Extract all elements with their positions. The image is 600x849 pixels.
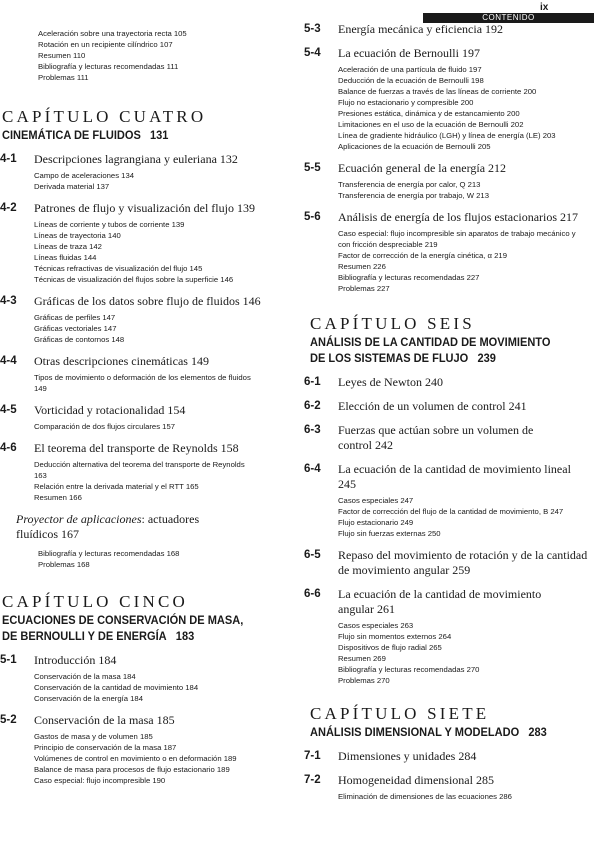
toc-section[interactable]: 4-3 Gráficas de los datos sobre flujo de fluidos 146 Gráficas de perfiles 147 Gráficas vectoriales 147 Gráficas de contornos 148 bbox=[0, 294, 298, 345]
chapter6-sections bbox=[304, 375, 600, 686]
toc-section[interactable]: 6-1 Leyes de Newton 240 bbox=[304, 375, 443, 389]
left-column bbox=[0, 0, 298, 786]
right-column bbox=[304, 0, 600, 802]
toc-section[interactable]: 4-4 Otras descripciones cinemáticas 149 Tipos de movimiento o deformación de los elementos de fluidos 149 bbox=[0, 354, 298, 394]
toc-entry[interactable]: Tipos de movimiento o deformación de los elementos de fluidos 149 bbox=[34, 373, 251, 393]
running-head: CONTENIDO bbox=[423, 13, 594, 23]
toc-section[interactable]: 7-2 Homogeneidad dimensional 285 Eliminación de dimensiones de las ecuaciones 286 bbox=[304, 773, 600, 802]
toc-entry[interactable]: Líneas fluidas 144 bbox=[34, 253, 97, 262]
chapter-label: CAPÍTULO CUATRO bbox=[2, 107, 207, 126]
chapter7-heading bbox=[310, 704, 600, 740]
chapter5-continued bbox=[304, 22, 600, 294]
toc-entry[interactable]: Líneas de corriente y tubos de corriente 139 bbox=[34, 220, 185, 229]
toc-entry[interactable]: Problemas 111 bbox=[38, 73, 89, 82]
toc-entry[interactable]: Factor de corrección de la energía cinética, α 219 bbox=[338, 251, 507, 260]
toc-entry[interactable]: Conservación de la energía 184 bbox=[34, 694, 143, 703]
toc-entry[interactable]: Casos especiales 247 bbox=[338, 496, 414, 505]
toc-section[interactable]: 6-3 Fuerzas que actúan sobre un volumen de control 242 bbox=[304, 423, 534, 452]
toc-entry[interactable]: Campo de aceleraciones 134 bbox=[34, 171, 135, 180]
toc-entry[interactable]: Caso especial: flujo incompresible sin aparatos de trabajo mecánico y con fricción despreciable 219 bbox=[338, 229, 576, 249]
toc-entry[interactable]: Flujo sin fuerzas externas 250 bbox=[338, 529, 441, 538]
chapter-label: CAPÍTULO SEIS bbox=[310, 314, 475, 333]
toc-section[interactable]: 6-5 Repaso del movimiento de rotación y de la cantidad de movimiento angular 259 bbox=[304, 548, 588, 577]
toc-entry[interactable]: Casos especiales 263 bbox=[338, 621, 414, 630]
toc-entry[interactable]: Flujo estacionario 249 bbox=[338, 518, 414, 527]
chapter4-sections bbox=[0, 152, 298, 570]
toc-entry[interactable]: Bibliografía y lecturas recomendadas 270 bbox=[338, 665, 480, 674]
toc-entry[interactable]: Comparación de dos flujos circulares 157 bbox=[34, 422, 176, 431]
toc-entry[interactable]: Problemas 168 bbox=[38, 560, 90, 569]
toc-entry[interactable]: Deducción de la ecuación de Bernoulli 198 bbox=[338, 76, 484, 85]
toc-section[interactable]: 4-2 Patrones de flujo y visualización del flujo 139 Líneas de corriente y tubos de corriente 139 Líneas de trayectoria 140 Líneas de traza 142 Líneas fluidas 144 Técnicas refractivas de visualización del flujo 145 Técnicas de visualización del flujos sobre la superficie 146 bbox=[0, 201, 298, 285]
page-number: ix bbox=[540, 2, 549, 13]
toc-entry[interactable]: Limitaciones en el uso de la ecuación de Bernoulli 202 bbox=[338, 120, 524, 129]
chapter5-heading bbox=[2, 592, 298, 644]
toc-section[interactable]: 7-1 Dimensiones y unidades 284 bbox=[304, 749, 477, 763]
toc-section[interactable]: 6-6 La ecuación de la cantidad de movimiento angular 261 Casos especiales 263 Flujo sin momentos externos 264 Dispositivos de flujo radial 265 Resumen 269 Bibliografía y lecturas recomendadas 270 Problemas 270 bbox=[304, 587, 600, 686]
toc-section[interactable]: 6-4 La ecuación de la cantidad de movimiento lineal 245 Casos especiales 247 Factor de corrección del flujo de la cantidad de movimiento, B 247 Flujo estacionario 249 Flujo sin fuerzas externas 250 bbox=[304, 462, 600, 539]
toc-entry[interactable]: Presiones estática, dinámica y de estancamiento 200 bbox=[338, 109, 520, 118]
toc-entry[interactable]: Balance de masa para procesos de flujo estacionario 189 bbox=[34, 765, 230, 774]
toc-entry[interactable]: Gráficas vectoriales 147 bbox=[34, 324, 117, 333]
toc-section[interactable]: 5-1 Introducción 184 Conservación de la masa 184 Conservación de la cantidad de movimiento 184 Conservación de la energía 184 bbox=[0, 653, 298, 704]
chapter5-sections bbox=[0, 653, 298, 786]
toc-entry[interactable]: Bibliografía y lecturas recomendadas 227 bbox=[338, 273, 480, 282]
toc-entry[interactable]: Caso especial: flujo incompresible 190 bbox=[34, 776, 166, 785]
toc-entry[interactable]: Bibliografía y lecturas recomendadas 168 bbox=[38, 549, 180, 558]
toc-entry[interactable]: Problemas 270 bbox=[338, 676, 390, 685]
toc-entry[interactable]: Volúmenes de control en movimiento o en deformación 189 bbox=[34, 754, 237, 763]
toc-entry[interactable]: Gráficas de contornos 148 bbox=[34, 335, 125, 344]
toc-entry[interactable]: Líneas de traza 142 bbox=[34, 242, 102, 251]
chapter-title[interactable]: CINEMÁTICA DE FLUIDOS 131 bbox=[2, 128, 169, 142]
toc-entry[interactable]: Transferencia de energía por calor, Q 213 bbox=[338, 180, 481, 189]
toc-section[interactable]: 4-5 Vorticidad y rotacionalidad 154 Comparación de dos flujos circulares 157 bbox=[0, 403, 298, 432]
toc-entry[interactable]: Aceleración de una partícula de fluido 197 bbox=[338, 65, 482, 74]
toc-entry[interactable]: Gráficas de perfiles 147 bbox=[34, 313, 116, 322]
toc-entry[interactable]: Técnicas de visualización del flujos sobre la superficie 146 bbox=[34, 275, 234, 284]
toc-entry[interactable]: Bibliografía y lecturas recomendadas 111 bbox=[38, 62, 179, 71]
toc-section[interactable]: 5-5 Ecuación general de la energía 212 Transferencia de energía por calor, Q 213 Transferencia de energía por trabajo, W 213 bbox=[304, 161, 600, 201]
toc-entry[interactable]: Aceleración sobre una trayectoria recta 105 bbox=[38, 29, 187, 38]
toc-entry[interactable]: Problemas 227 bbox=[338, 284, 390, 293]
chapter7-sections bbox=[304, 749, 600, 802]
toc-entry[interactable]: Flujo no estacionario y compresible 200 bbox=[338, 98, 474, 107]
toc-entry[interactable]: Resumen 166 bbox=[34, 493, 82, 502]
toc-entry[interactable]: Relación entre la derivada material y el RTT 165 bbox=[34, 482, 199, 491]
toc-section[interactable]: 5-3 Energía mecánica y eficiencia 192 bbox=[304, 22, 504, 36]
toc-entry[interactable]: Deducción alternativa del teorema del transporte de Reynolds 163 bbox=[34, 460, 245, 480]
toc-entry[interactable]: Dispositivos de flujo radial 265 bbox=[338, 643, 442, 652]
toc-entry[interactable]: Línea de gradiente hidráulico (LGH) y línea de energía (LE) 203 bbox=[338, 131, 556, 140]
toc-entry[interactable]: Balance de fuerzas a través de las líneas de corriente 200 bbox=[338, 87, 537, 96]
toc-entry[interactable]: Resumen 269 bbox=[338, 654, 386, 663]
toc-section[interactable]: 4-1 Descripciones lagrangiana y euleriana 132 Campo de aceleraciones 134 Derivada material 137 bbox=[0, 152, 298, 192]
toc-entry[interactable]: Resumen 226 bbox=[338, 262, 386, 271]
chapter-label: CAPÍTULO SIETE bbox=[310, 704, 490, 723]
chapter-title[interactable]: ANÁLISIS DE LA CANTIDAD DE MOVIMIENTO DE LOS SISTEMAS DE FLUJO 239 bbox=[310, 335, 551, 365]
toc-entry[interactable]: Derivada material 137 bbox=[34, 182, 110, 191]
chapter4-heading bbox=[2, 107, 298, 143]
toc-entry[interactable]: Resumen 110 bbox=[38, 51, 86, 60]
chapter-title[interactable]: ECUACIONES DE CONSERVACIÓN DE MASA, DE BERNOULLI Y DE ENERGÍA 183 bbox=[2, 613, 244, 643]
toc-entry[interactable]: Transferencia de energía por trabajo, W 213 bbox=[338, 191, 489, 200]
toc-entry[interactable]: Flujo sin momentos externos 264 bbox=[338, 632, 452, 641]
toc-entry[interactable]: Rotación en un recipiente cilíndrico 107 bbox=[38, 40, 173, 49]
toc-entry[interactable]: Eliminación de dimensiones de las ecuaciones 286 bbox=[338, 792, 512, 801]
toc-entry[interactable]: Técnicas refractivas de visualización del flujo 145 bbox=[34, 264, 203, 273]
chapter-label: CAPÍTULO CINCO bbox=[2, 592, 188, 611]
toc-entry[interactable]: Principio de conservación de la masa 187 bbox=[34, 743, 177, 752]
toc-entry[interactable]: Conservación de la cantidad de movimiento 184 bbox=[34, 683, 199, 692]
toc-section[interactable]: 5-2 Conservación de la masa 185 Gastos de masa y de volumen 185 Principio de conservación de la masa 187 Volúmenes de control en movimiento o en deformación 189 Balance de masa para procesos de flujo estacionario 189 Caso especial: flujo incompresible 190 bbox=[0, 713, 298, 786]
toc-entry[interactable]: Líneas de trayectoria 140 bbox=[34, 231, 121, 240]
chapter6-heading bbox=[310, 314, 600, 366]
toc-entry[interactable]: Conservación de la masa 184 bbox=[34, 672, 136, 681]
projector-entry[interactable]: Proyector de aplicaciones: actuadores fluídicos 167 bbox=[16, 512, 200, 541]
toc-section[interactable]: 4-6 El teorema del transporte de Reynolds 158 Deducción alternativa del teorema del transporte de Reynolds 163 Relación entre la derivada material y el RTT 165 Resumen 166 bbox=[0, 441, 298, 503]
toc-entry[interactable]: Gastos de masa y de volumen 185 bbox=[34, 732, 153, 741]
toc-entry[interactable]: Aplicaciones de la ecuación de Bernoulli 205 bbox=[338, 142, 491, 151]
chapter3-tail bbox=[38, 28, 298, 83]
toc-section[interactable]: 5-4 La ecuación de Bernoulli 197 Aceleración de una partícula de fluido 197 Deducción de la ecuación de Bernoulli 198 Balance de fuerzas a través de las líneas de corriente 200 Flujo no estacionario y compresible 200 Presiones estática, dinámica y de estancamiento 200 Limitaciones en el uso de la ecuación de Bernoulli 202 Línea de gradiente hidráulico (LGH) y línea de energía (LE) 203 Aplicaciones de la ecuación de Bernoulli 205 bbox=[304, 46, 600, 152]
toc-section[interactable]: 5-6 Análisis de energía de los flujos estacionarios 217 Caso especial: flujo incompresible sin aparatos de trabajo mecánico y con fricción despreciable 219 Factor de corrección de la energía cinética, α 219 Resumen 226 Bibliografía y lecturas recomendadas 227 Problemas 227 bbox=[304, 210, 579, 293]
toc-section[interactable]: 6-2 Elección de un volumen de control 241 bbox=[304, 399, 527, 413]
toc-entry[interactable]: Factor de corrección del flujo de la cantidad de movimiento, B 247 bbox=[338, 507, 564, 516]
chapter-title[interactable]: ANÁLISIS DIMENSIONAL Y MODELADO 283 bbox=[310, 725, 547, 739]
